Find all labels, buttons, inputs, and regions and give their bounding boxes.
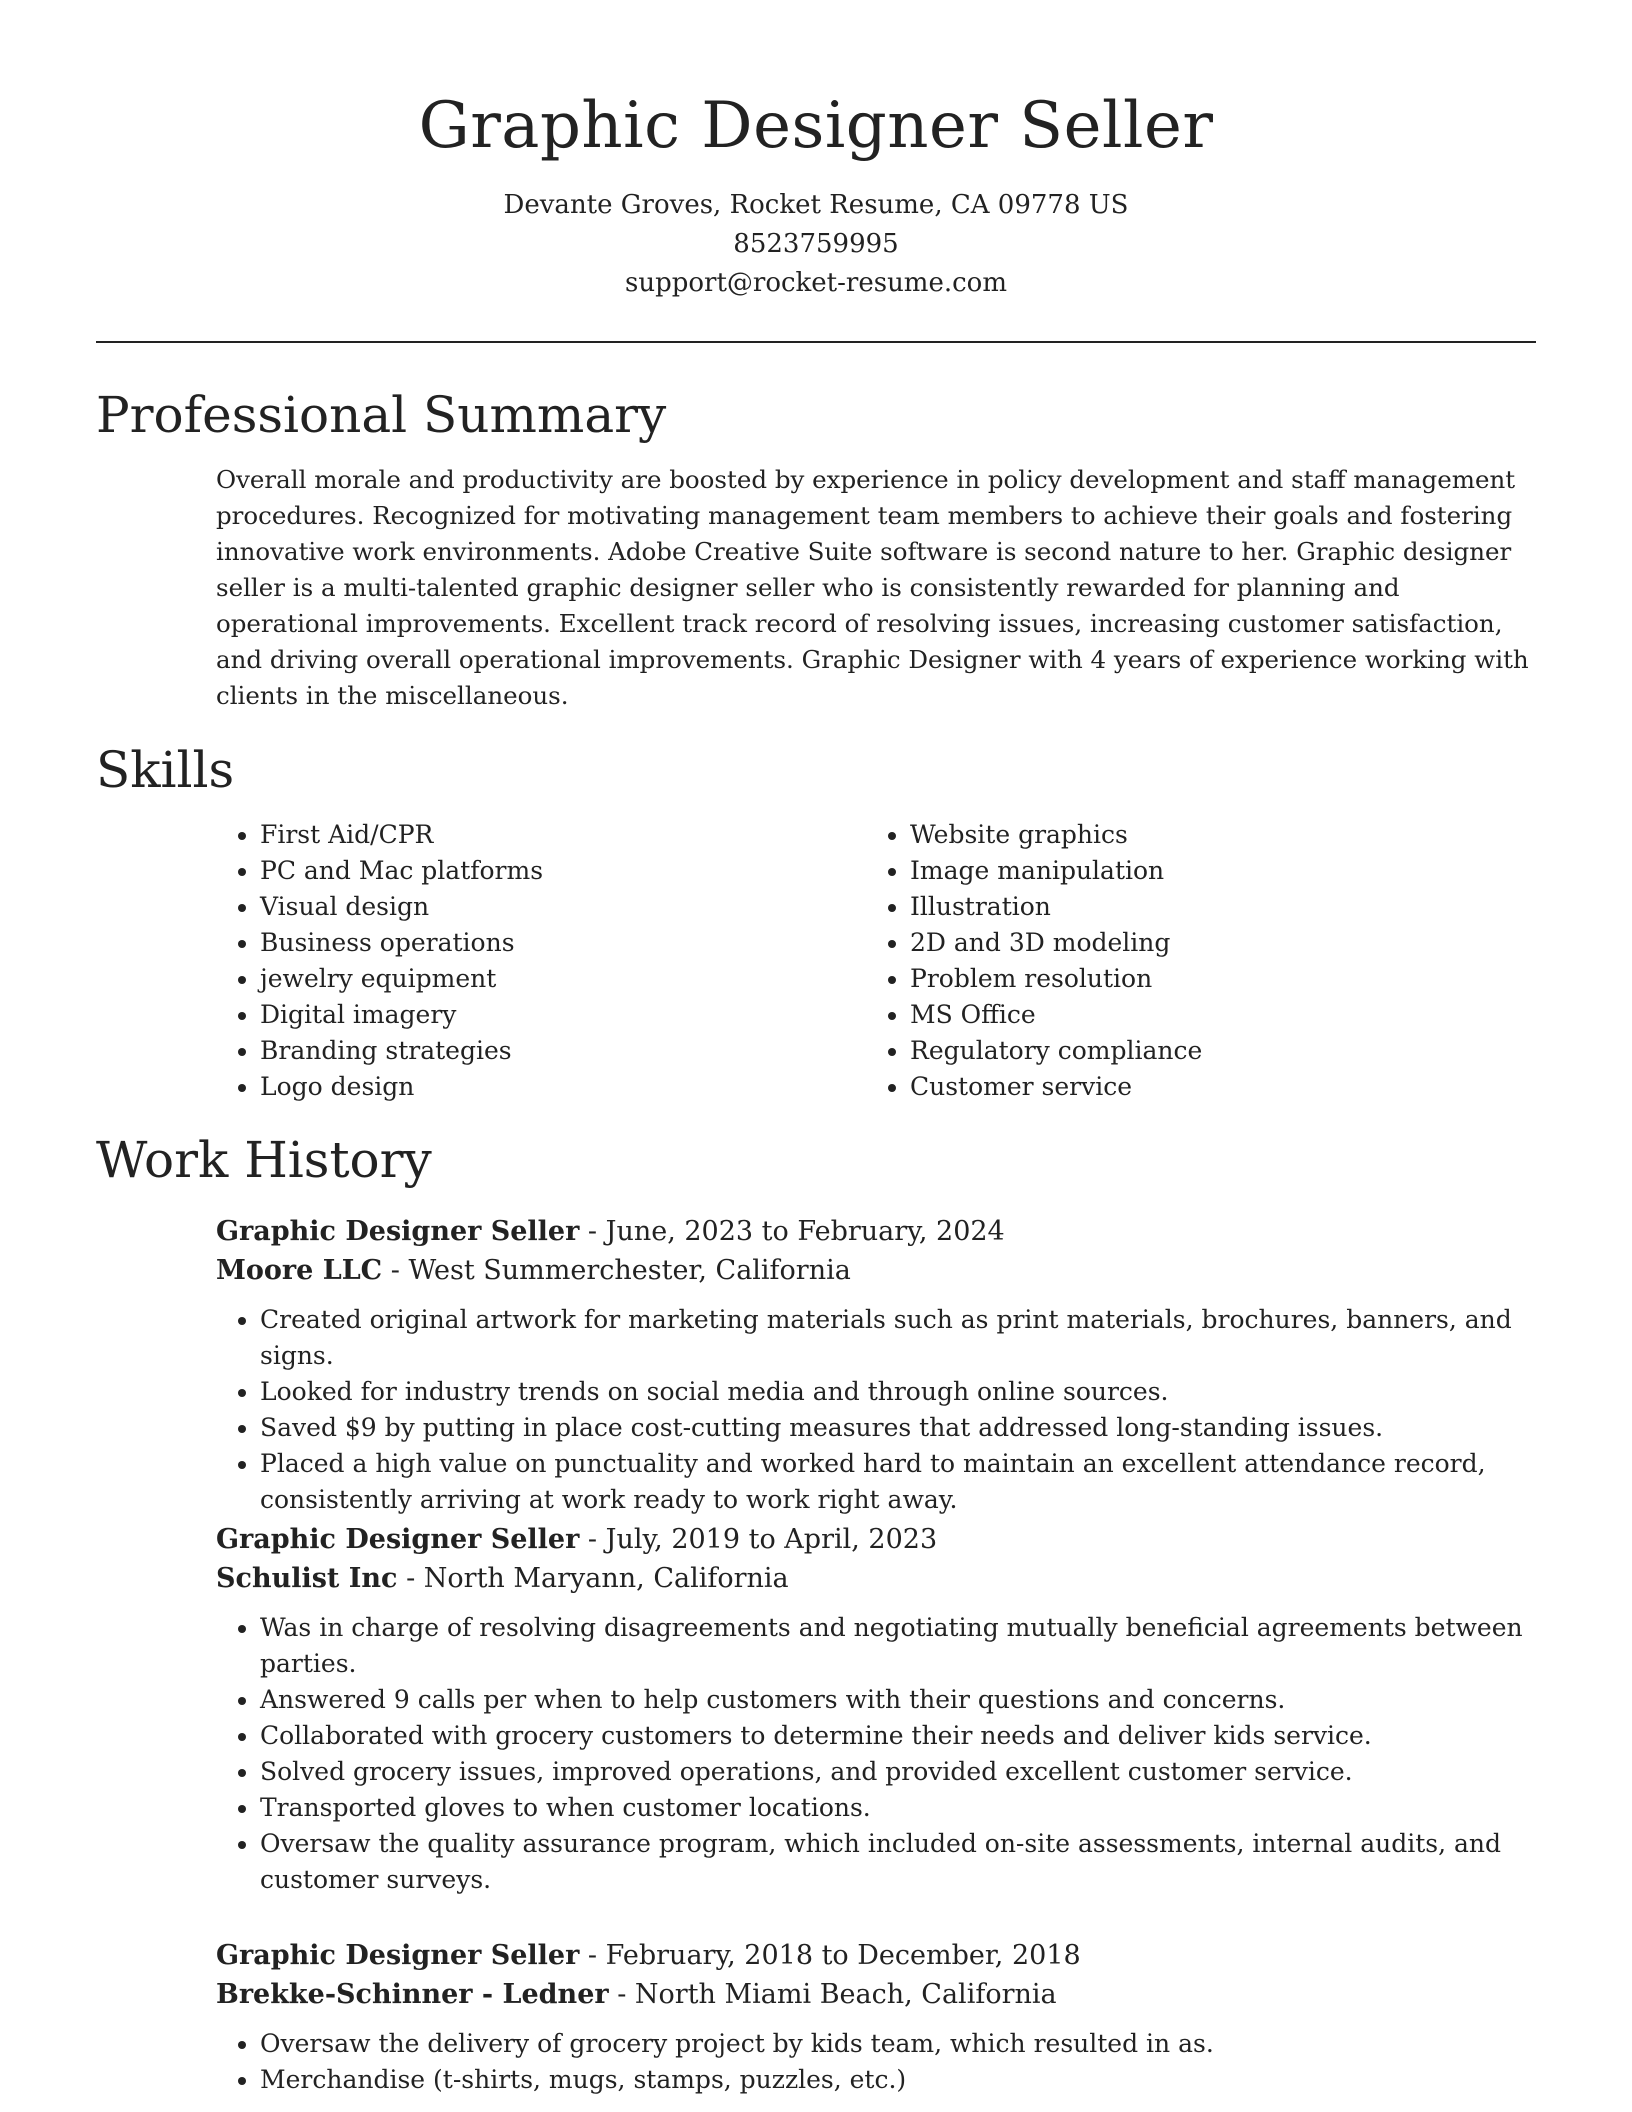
job-company-line: [216, 1559, 1546, 1598]
contact-address: Devante Groves, Rocket Resume, CA 09778 US: [503, 190, 1129, 220]
skill-item: • MS Office: [910, 997, 1202, 1033]
contact-block: [0, 186, 1632, 303]
job-bullet: • Was in charge of resolving disagreements and negotiating mutually beneficial agreements between parties.: [260, 1610, 1546, 1682]
job-bullet: • Looked for industry trends on social media and through online sources.: [260, 1374, 1546, 1410]
contact-email: support@rocket-resume.com: [624, 268, 1007, 298]
skill-item: • First Aid/CPR: [260, 817, 866, 853]
skills-column-right: [866, 817, 1202, 1105]
job-position: Graphic Designer Seller: [216, 1524, 580, 1555]
job-bullet: • Transported gloves to when customer locations.: [260, 1790, 1546, 1826]
skill-item: • Customer service: [910, 1069, 1202, 1105]
job-position: Graphic Designer Seller: [216, 1940, 580, 1971]
skills-heading: Skills: [96, 741, 235, 799]
job-position: Graphic Designer Seller: [216, 1216, 580, 1247]
job-location: - West Summerchester, California: [382, 1255, 851, 1286]
skill-item: • Website graphics: [910, 817, 1202, 853]
job-bullet: • Oversaw the quality assurance program, which included on-site assessments, internal audits, and customer surveys.: [260, 1826, 1546, 1898]
job-entry: [216, 1520, 1546, 1898]
job-company-line: [216, 1975, 1546, 2014]
skill-item: • Digital imagery: [260, 997, 866, 1033]
job-bullet: • Collaborated with grocery customers to determine their needs and deliver kids service.: [260, 1718, 1546, 1754]
skill-item: • PC and Mac platforms: [260, 853, 866, 889]
skill-item: • Problem resolution: [910, 961, 1202, 997]
skill-item: • jewelry equipment: [260, 961, 866, 997]
job-location: - North Maryann, California: [397, 1563, 789, 1594]
job-dates: - July, 2019 to April, 2023: [579, 1524, 938, 1555]
job-bullet: • Merchandise (t-shirts, mugs, stamps, puzzles, etc.): [260, 2062, 1546, 2098]
summary-text: Overall morale and productivity are boosted by experience in policy development and staff management procedures. Recognized for motivating management team members to achieve their goals and fostering innovative work environments. Adobe Creative Suite software is second nature to her. Graphic designer seller is a multi-talented graphic designer seller who is consistently rewarded for planning and operational improvements. Excellent track record of resolving issues, increasing customer satisfaction, and driving overall operational improvements. Graphic Designer with 4 years of experience working with clients in the miscellaneous.: [216, 465, 1529, 710]
skill-item: • 2D and 3D modeling: [910, 925, 1202, 961]
job-company-line: [216, 1251, 1546, 1290]
contact-phone: 8523759995: [733, 229, 899, 259]
job-title-line: [216, 1212, 1546, 1251]
job-location: - North Miami Beach, California: [608, 1979, 1057, 2010]
skills-list: [216, 817, 1532, 1105]
work-history-heading: Work History: [96, 1131, 432, 1189]
job-dates: - June, 2023 to February, 2024: [579, 1216, 1005, 1247]
skill-item: • Illustration: [910, 889, 1202, 925]
job-company: Brekke-Schinner - Ledner: [216, 1979, 609, 2010]
skill-item: • Regulatory compliance: [910, 1033, 1202, 1069]
job-company: Schulist Inc: [216, 1563, 398, 1594]
job-bullet: • Placed a high value on punctuality and worked hard to maintain an excellent attendance record, consistently arriving at work ready to work right away.: [260, 1446, 1546, 1518]
job-bullet: • Solved grocery issues, improved operations, and provided excellent customer service.: [260, 1754, 1546, 1790]
job-bullet: • Answered 9 calls per when to help customers with their questions and concerns.: [260, 1682, 1546, 1718]
summary-heading: Professional Summary: [96, 386, 667, 444]
skills-column-left: [216, 817, 866, 1105]
job-entry: [216, 1212, 1546, 1518]
skill-item: • Image manipulation: [910, 853, 1202, 889]
job-bullet: • Created original artwork for marketing materials such as print materials, brochures, banners, and signs.: [260, 1302, 1546, 1374]
job-title-line: [216, 1936, 1546, 1975]
job-bullets: [216, 2026, 1546, 2098]
job-bullet: • Saved $9 by putting in place cost-cutting measures that addressed long-standing issues.: [260, 1410, 1546, 1446]
job-dates: - February, 2018 to December, 2018: [579, 1940, 1081, 1971]
job-bullets: [216, 1610, 1546, 1898]
job-bullets: [216, 1302, 1546, 1518]
skill-item: • Branding strategies: [260, 1033, 866, 1069]
job-title-line: [216, 1520, 1546, 1559]
job-bullet: • Oversaw the delivery of grocery project by kids team, which resulted in as.: [260, 2026, 1546, 2062]
skill-item: • Logo design: [260, 1069, 866, 1105]
header-divider: [96, 341, 1536, 343]
resume-header: [0, 0, 1632, 303]
job-company: Moore LLC: [216, 1255, 383, 1286]
skill-item: • Business operations: [260, 925, 866, 961]
skill-item: • Visual design: [260, 889, 866, 925]
job-entry: [216, 1936, 1546, 2098]
candidate-name: Graphic Designer Seller: [418, 89, 1214, 163]
